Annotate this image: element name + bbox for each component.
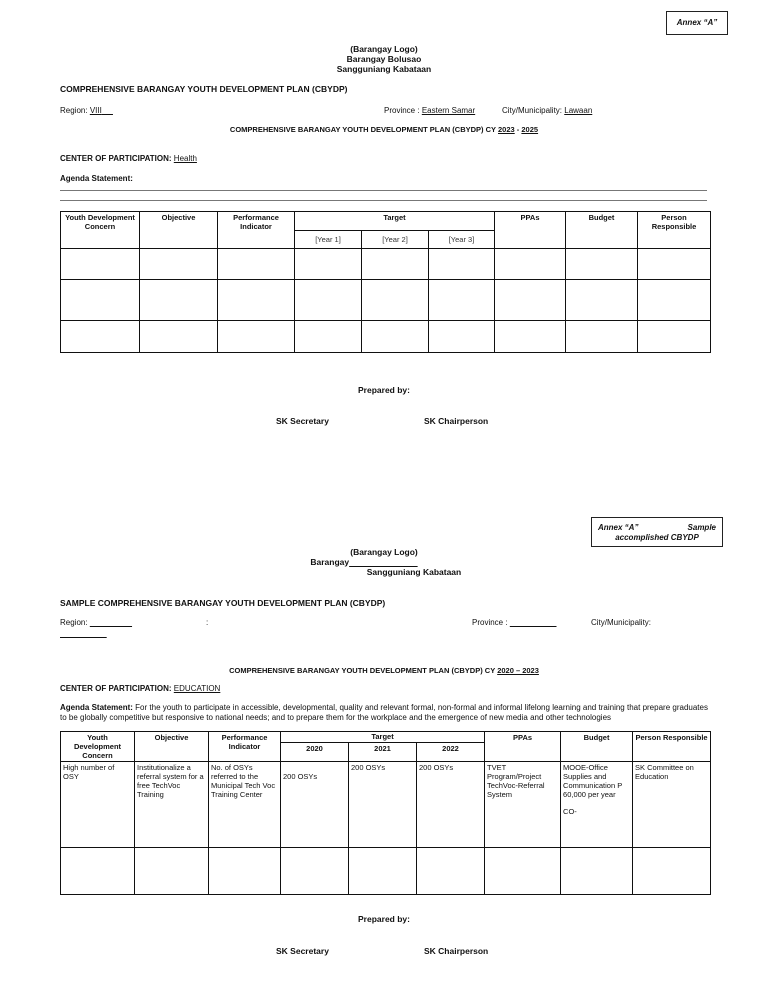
center-label-2: CENTER OF PARTICIPATION:: [60, 684, 172, 693]
agenda-line-1[interactable]: [60, 190, 707, 191]
table-cell[interactable]: [633, 848, 711, 895]
table-cell[interactable]: [61, 249, 140, 280]
cell-target-2020-value: 200 OSYs: [283, 772, 318, 781]
cbydp-table: [60, 211, 711, 353]
barangay-blank-2[interactable]: [349, 557, 418, 567]
sk-chairperson: SK Chairperson: [424, 416, 489, 426]
table-cell[interactable]: [218, 321, 295, 353]
city-field: [502, 106, 592, 115]
sk-secretary-2: SK Secretary: [276, 946, 329, 956]
table-cell[interactable]: [209, 848, 281, 895]
table-cell[interactable]: [295, 280, 362, 321]
table-cell[interactable]: [417, 848, 485, 895]
city-label-2: City/Municipality:: [591, 618, 652, 627]
province-label: Province :: [384, 106, 420, 115]
cell-ppas[interactable]: TVET Program/Project TechVoc-Referral System: [485, 762, 561, 848]
table-cell[interactable]: [638, 280, 711, 321]
table-cell[interactable]: [140, 321, 218, 353]
city-field-2: [591, 618, 651, 627]
form-title-2: SAMPLE COMPREHENSIVE BARANGAY YOUTH DEVELOPMENT PLAN (CBYDP): [60, 598, 386, 608]
table-cell[interactable]: [495, 321, 566, 353]
col-header-objective: Objective: [140, 212, 218, 249]
city-value[interactable]: Lawaan: [564, 106, 593, 115]
cell-person[interactable]: SK Committee on Education: [633, 762, 711, 848]
cell-target-2020[interactable]: [281, 762, 349, 848]
annex-sample-sub: accomplished CBYDP: [615, 533, 699, 542]
cy-title-2: [0, 666, 768, 675]
col-header-concern: Youth Development Concern: [61, 212, 140, 249]
table-cell[interactable]: [140, 249, 218, 280]
col-header-2022: 2022: [417, 742, 485, 761]
table-cell[interactable]: [362, 280, 429, 321]
col-header-budget: Budget: [566, 212, 638, 249]
cell-objective[interactable]: Institutionalize a referral system for a free TechVoc Training: [135, 762, 209, 848]
form-title: COMPREHENSIVE BARANGAY YOUTH DEVELOPMENT PLAN (CBYDP): [60, 84, 348, 94]
city-label: City/Municipality:: [502, 106, 563, 115]
cy-dash: -: [516, 125, 520, 134]
region-field: [60, 106, 113, 115]
table-cell[interactable]: [349, 848, 417, 895]
table-cell[interactable]: [295, 249, 362, 280]
annex-sample-line-1: [592, 523, 722, 533]
table-cell[interactable]: [429, 280, 495, 321]
col-header-concern-2: Youth Development Concern: [61, 732, 135, 762]
sk-chairperson-2: SK Chairperson: [424, 946, 489, 956]
agenda-statement-2: [60, 703, 708, 723]
table-row: [61, 249, 711, 280]
header-block-2: [0, 547, 768, 577]
cell-target-2022[interactable]: 200 OSYs: [417, 762, 485, 848]
prepared-by: Prepared by:: [358, 385, 410, 395]
sk-name: Sangguniang Kabataan: [336, 64, 432, 74]
sk-name-2: Sangguniang Kabataan: [366, 567, 462, 577]
table-cell[interactable]: [429, 249, 495, 280]
province-label-2: Province :: [472, 618, 508, 627]
col-header-target: Target: [295, 212, 495, 231]
table-cell[interactable]: [485, 848, 561, 895]
col-header-year-3: [Year 3]: [429, 231, 495, 249]
province-value[interactable]: Eastern Samar: [421, 106, 476, 115]
agenda-text-2: For the youth to participate in accessible, developmental, quality and relevant formal, non-formal and informal lifelong learning and training that prepare graduates to be globally competitive but responsive to national needs; and to prepare them for the workplace and the emergence of new media and other technologies: [60, 703, 708, 722]
cy-title-text-2: COMPREHENSIVE BARANGAY YOUTH DEVELOPMENT PLAN (CBYDP) CY: [229, 666, 496, 675]
region-field-2: [60, 618, 132, 627]
table-row: [61, 280, 711, 321]
table-cell[interactable]: [295, 321, 362, 353]
center-label: CENTER OF PARTICIPATION:: [60, 154, 172, 163]
table-row: [61, 762, 711, 848]
table-cell[interactable]: [218, 249, 295, 280]
col-header-person-2: Person Responsible: [633, 732, 711, 762]
province-field-2: [472, 618, 557, 627]
annex-sample: Sample: [687, 523, 716, 532]
col-header-2021: 2021: [349, 742, 417, 761]
table-row: [61, 848, 711, 895]
agenda-label: Agenda Statement:: [60, 174, 133, 183]
region-blank: [102, 106, 113, 115]
cell-concern[interactable]: High number of OSY: [61, 762, 135, 848]
col-header-target-2: Target: [281, 732, 485, 743]
table-cell[interactable]: [638, 321, 711, 353]
cy-end: 2025: [521, 125, 539, 134]
agenda-label-2: Agenda Statement:: [60, 703, 133, 712]
cell-budget-co: CO-: [563, 807, 577, 816]
col-header-year-2: [Year 2]: [362, 231, 429, 249]
agenda-line-2[interactable]: [60, 200, 707, 201]
province-field: [384, 106, 475, 115]
table-cell[interactable]: [561, 848, 633, 895]
table-cell[interactable]: [566, 280, 638, 321]
annex-label-box: [666, 11, 728, 35]
cell-budget[interactable]: [561, 762, 633, 848]
cy-range-2: 2020 – 2023: [497, 666, 539, 675]
region-label: Region:: [60, 106, 88, 115]
col-header-indicator-2: Performance Indicator: [209, 732, 281, 762]
cell-indicator[interactable]: No. of OSYs referred to the Municipal Tech Voc Training Center: [209, 762, 281, 848]
sample-cbydp-table: [60, 731, 711, 895]
col-header-ppas: PPAs: [495, 212, 566, 249]
table-cell[interactable]: [429, 321, 495, 353]
cy-title-text: COMPREHENSIVE BARANGAY YOUTH DEVELOPMENT PLAN (CBYDP) CY: [229, 125, 496, 134]
table-cell[interactable]: [566, 249, 638, 280]
table-cell[interactable]: [61, 321, 140, 353]
barangay-logo-placeholder-2: (Barangay Logo): [350, 547, 418, 557]
col-header-budget-2: Budget: [561, 732, 633, 762]
annex-label: Annex “A”: [676, 18, 718, 27]
table-cell[interactable]: [495, 249, 566, 280]
center-value[interactable]: Health: [173, 154, 197, 163]
cell-budget-mooe: MOOE-Office Supplies and Communication P 60,000 per year: [563, 763, 623, 799]
center-of-participation-2: [60, 684, 220, 693]
table-cell[interactable]: [218, 280, 295, 321]
header-block: [0, 44, 768, 74]
sk-secretary: SK Secretary: [276, 416, 329, 426]
barangay-label-2: Barangay: [310, 557, 350, 567]
city-blank-2[interactable]: [60, 629, 107, 638]
barangay-logo-placeholder: (Barangay Logo): [350, 44, 418, 54]
cy-title: [0, 125, 768, 134]
table-cell[interactable]: [495, 280, 566, 321]
table-cell[interactable]: [61, 848, 135, 895]
table-cell[interactable]: [638, 249, 711, 280]
table-row: [61, 321, 711, 353]
table-cell[interactable]: [281, 848, 349, 895]
colon-2: :: [206, 618, 209, 627]
center-value-2[interactable]: EDUCATION: [173, 684, 221, 693]
table-cell[interactable]: [362, 249, 429, 280]
region-label-2: Region:: [60, 618, 88, 627]
table-cell[interactable]: [61, 280, 140, 321]
col-header-person: Person Responsible: [638, 212, 711, 249]
barangay-name-2: [0, 557, 768, 567]
center-of-participation: [60, 154, 197, 163]
region-blank-2[interactable]: [90, 618, 132, 627]
col-header-objective-2: Objective: [135, 732, 209, 762]
annex-sample-box: [591, 517, 723, 547]
province-blank-2[interactable]: [510, 618, 557, 627]
table-cell[interactable]: [140, 280, 218, 321]
cy-start: 2023: [498, 125, 515, 134]
col-header-year-1: [Year 1]: [295, 231, 362, 249]
barangay-name: Barangay Bolusao: [346, 54, 422, 64]
annex-label-2: Annex “A”: [598, 523, 639, 532]
table-cell[interactable]: [135, 848, 209, 895]
col-header-indicator: Performance Indicator: [218, 212, 295, 249]
table-cell[interactable]: [362, 321, 429, 353]
table-cell[interactable]: [566, 321, 638, 353]
col-header-ppas-2: PPAs: [485, 732, 561, 762]
cell-target-2021[interactable]: 200 OSYs: [349, 762, 417, 848]
prepared-by-2: Prepared by:: [358, 914, 410, 924]
region-value[interactable]: VIII: [89, 106, 102, 115]
col-header-2020: 2020: [281, 742, 349, 761]
